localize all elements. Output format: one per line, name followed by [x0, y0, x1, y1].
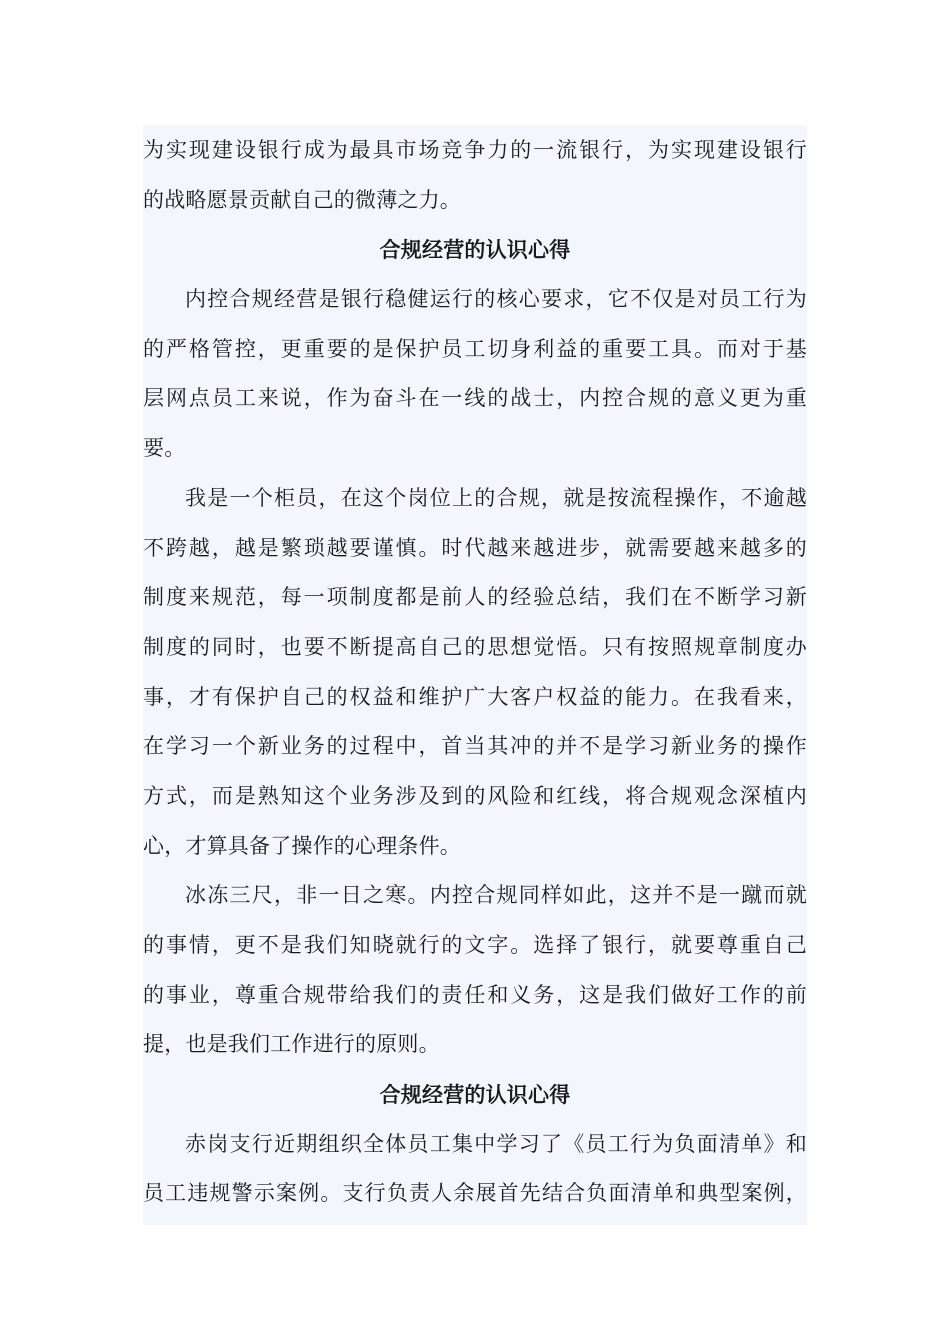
- paragraph-line: 赤岗支行近期组织全体员工集中学习了《员工行为负面清单》和: [185, 1131, 807, 1156]
- paragraph-line: 提，也是我们工作进行的原则。: [143, 1032, 440, 1057]
- paragraph-line: 制度的同时，也要不断提高自己的思想觉悟。只有按照规章制度办: [143, 634, 807, 659]
- section-heading: 合规经营的认识心得: [379, 237, 571, 263]
- paragraph-line: 员工违规警示案例。支行负责人余展首先结合负面清单和典型案例，: [143, 1181, 807, 1206]
- paragraph-line: 在学习一个新业务的过程中，首当其冲的并不是学习新业务的操作: [143, 734, 807, 759]
- paragraph-line: 的事业，尊重合规带给我们的责任和义务，这是我们做好工作的前: [143, 982, 807, 1007]
- paragraph-line: 层网点员工来说，作为奋斗在一线的战士，内控合规的意义更为重: [143, 386, 807, 411]
- paragraph-line: 心，才算具备了操作的心理条件。: [143, 833, 461, 858]
- text-block: [143, 125, 807, 1225]
- paragraph-line: 制度来规范，每一项制度都是前人的经验总结，我们在不断学习新: [143, 585, 807, 610]
- paragraph-line: 的严格管控，更重要的是保护员工切身利益的重要工具。而对于基: [143, 336, 807, 361]
- paragraph-line: 我是一个柜员，在这个岗位上的合规，就是按流程操作，不逾越: [185, 485, 807, 510]
- paragraph-line: 事，才有保护自己的权益和维护广大客户权益的能力。在我看来，: [143, 684, 807, 709]
- paragraph-line: 内控合规经营是银行稳健运行的核心要求，它不仅是对员工行为: [185, 287, 807, 312]
- section-heading: 合规经营的认识心得: [379, 1082, 571, 1108]
- paragraph-line: 为实现建设银行成为最具市场竞争力的一流银行，为实现建设银行: [143, 138, 807, 162]
- paragraph-line: 冰冻三尺，非一日之寒。内控合规同样如此，这并不是一蹴而就: [185, 883, 807, 908]
- paragraph-line: 的事情，更不是我们知晓就行的文字。选择了银行，就要尊重自己: [143, 933, 807, 957]
- paragraph-line: 方式，而是熟知这个业务涉及到的风险和红线，将合规观念深植内: [143, 783, 807, 808]
- paragraph-line: 不跨越，越是繁琐越要谨慎。时代越来越进步，就需要越来越多的: [143, 535, 807, 560]
- paragraph-line: 的战略愿景贡献自己的微薄之力。: [143, 187, 461, 212]
- paragraph-line: 要。: [143, 436, 186, 461]
